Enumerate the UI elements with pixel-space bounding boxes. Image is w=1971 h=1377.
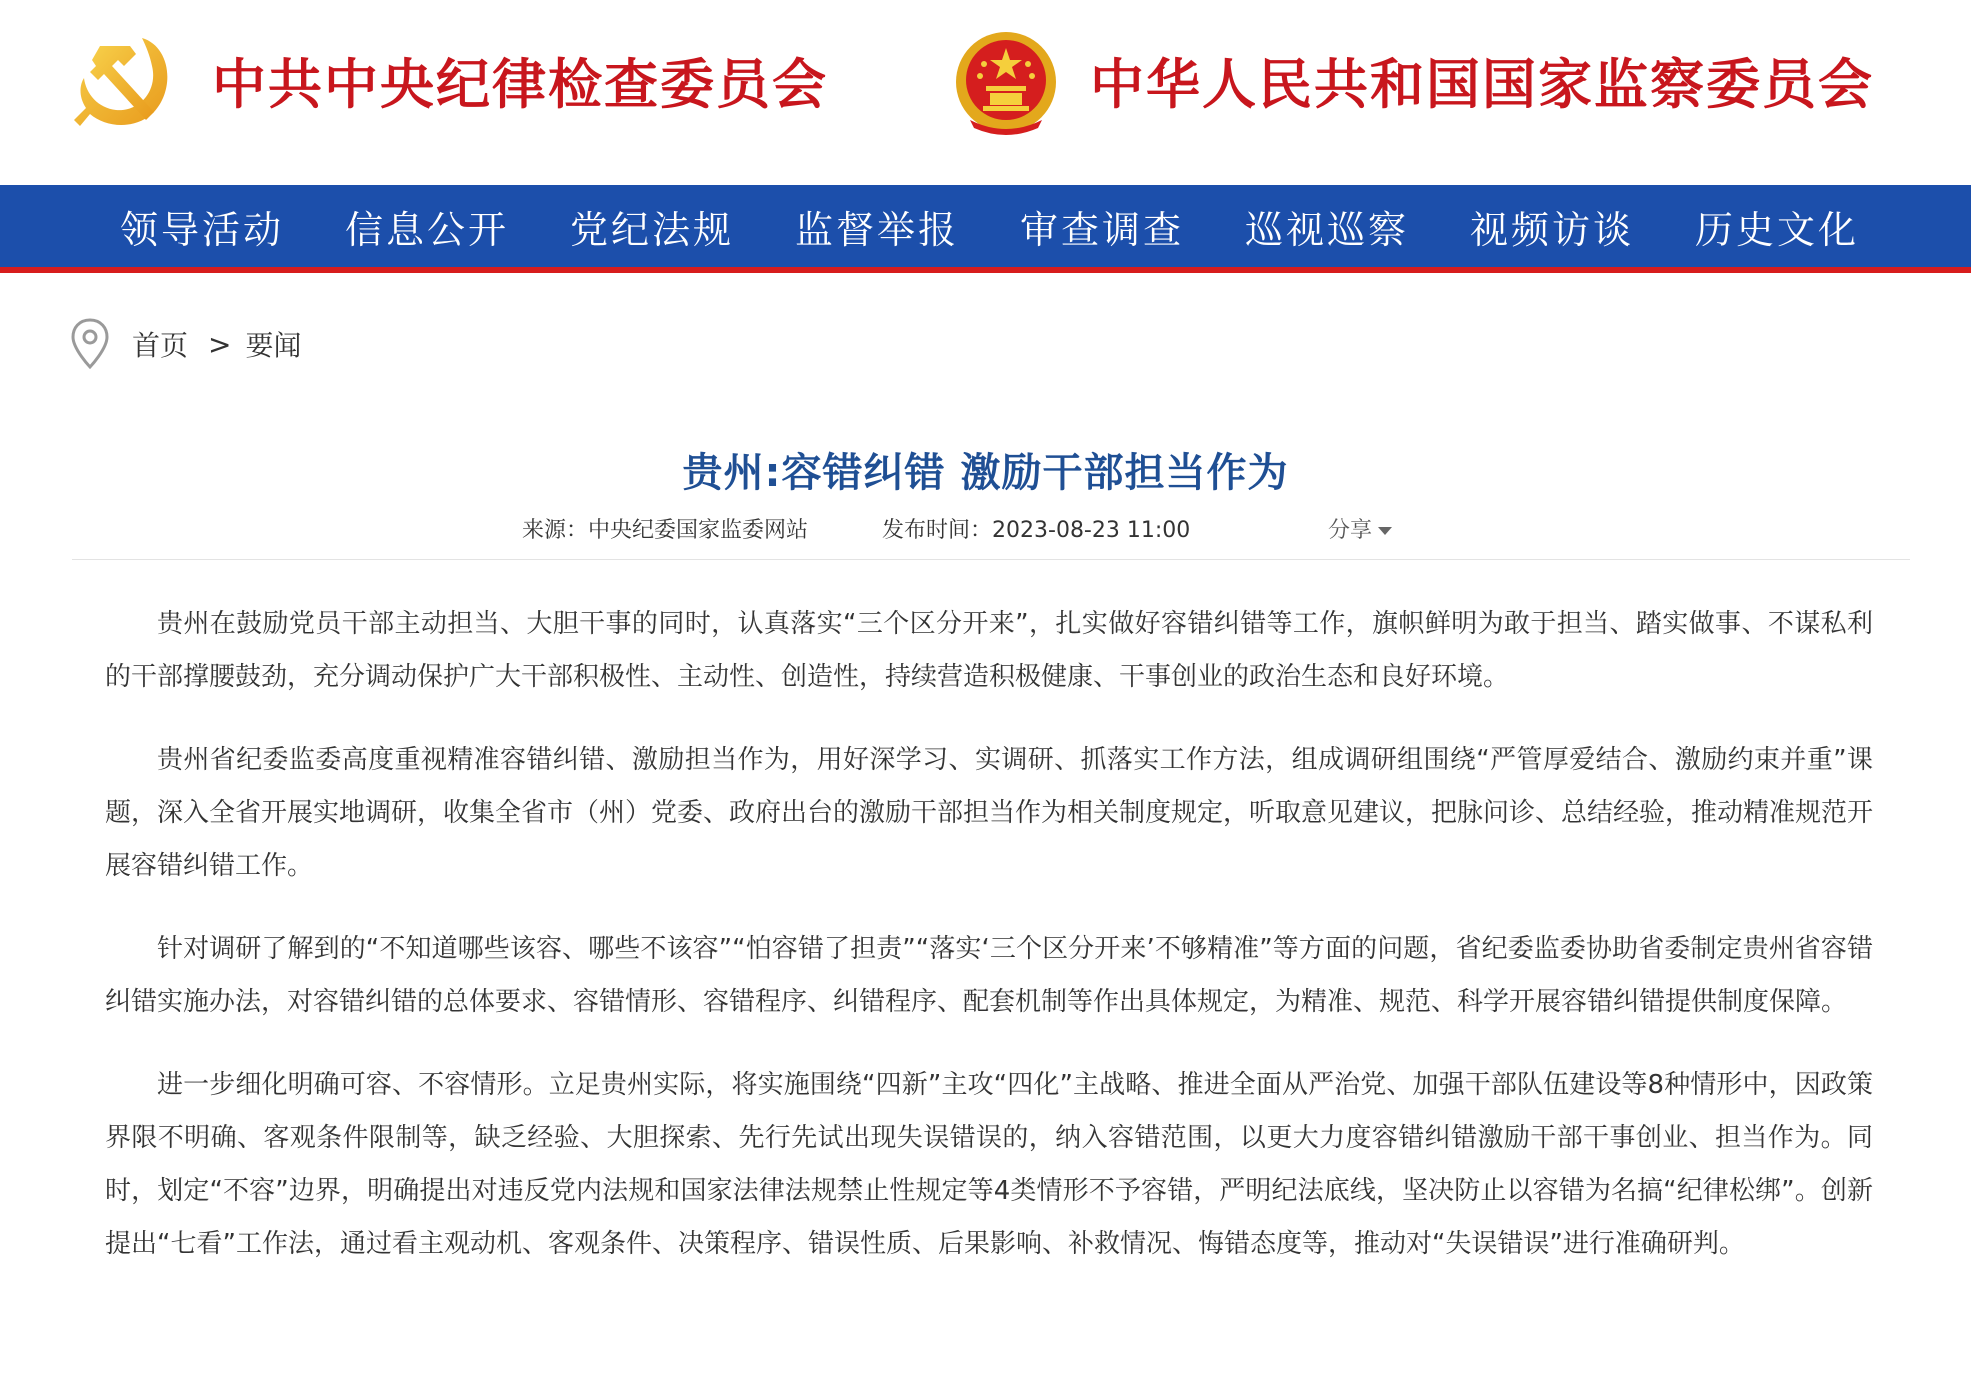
time-value: 2023-08-23 11:00 — [992, 518, 1191, 543]
article-time — [882, 513, 1190, 544]
ccdi-logo[interactable] — [72, 28, 828, 140]
article-title: 贵州:容错纠错 激励干部担当作为 — [682, 449, 1289, 496]
nav-item-investigation[interactable]: 审查调查 — [1020, 207, 1185, 252]
article-paragraph: 贵州省纪委监委高度重视精准容错纠错、激励担当作为，用好深学习、实调研、抓落实工作方法，组成调研组围绕“严管厚爱结合、激励约束并重”课题，深入全省开展实地调研，收集全省市（州）党委、政府出台的激励干部担当作为相关制度规定，听取意见建议，把脉问诊、总结经验，推动精准规范开展容错纠错工作。 — [105, 745, 1874, 881]
meta-divider — [72, 559, 1910, 560]
breadcrumb — [70, 318, 302, 370]
breadcrumb-separator: > — [208, 327, 232, 361]
national-emblem-icon — [950, 28, 1062, 140]
site-header — [0, 0, 1971, 185]
party-emblem-icon — [72, 28, 184, 140]
article-paragraph: 针对调研了解到的“不知道哪些该容、哪些不该容”“怕容错了担责”“落实‘三个区分开来’不够精准”等方面的问题，省纪委监委协助省委制定贵州省容错纠错实施办法，对容错纠错的总体要求、容错情形、容错程序、纠错程序、配套机制等作出具体规定，为精准、规范、科学开展容错纠错提供制度保障。 — [105, 934, 1873, 1017]
article-paragraph: 贵州在鼓励党员干部主动担当、大胆干事的同时，认真落实“三个区分开来”，扎实做好容错纠错等工作，旗帜鲜明为敢于担当、踏实做事、不谋私利的干部撑腰鼓劲，充分调动保护广大干部积极性、主动性、创造性，持续营造积极健康、干事创业的政治生态和良好环境。 — [105, 609, 1873, 692]
share-button[interactable] — [1328, 513, 1392, 544]
breadcrumb-home[interactable]: 首页 — [132, 329, 189, 362]
breadcrumb-current[interactable]: 要闻 — [245, 329, 302, 362]
article-meta — [0, 513, 1971, 547]
nsc-logo[interactable] — [950, 28, 1874, 140]
article-paragraph: 进一步细化明确可容、不容情形。立足贵州实际，将实施围绕“四新”主攻“四化”主战略、推进全面从严治党、加强干部队伍建设等8种情形中，因政策界限不明确、客观条件限制等，缺乏经验、大胆探索、先行先试出现失误错误的，纳入容错范围，以更大力度容错纠错激励干部干事创业、担当作为。同时，划定“不容”边界，明确提出对违反党内法规和国家法律法规禁止性规定等4类情形不予容错，严明纪法底线，坚决防止以容错为名搞“纪律松绑”。创新提出“七看”工作法，通过看主观动机、客观条件、决策程序、错误性质、后果影响、补救情况、悔错态度等，推动对“失误错误”进行准确研判。 — [105, 1070, 1873, 1259]
share-label: 分享 — [1328, 518, 1373, 543]
nav-item-video[interactable]: 视频访谈 — [1470, 207, 1635, 252]
nav-item-leadership[interactable]: 领导活动 — [120, 207, 285, 252]
nav-item-report[interactable]: 监督举报 — [795, 207, 960, 252]
time-label: 发布时间： — [882, 518, 993, 543]
ccdi-name: 中共中央纪律检查委员会 — [212, 52, 828, 116]
source-value: 中央纪委国家监委网站 — [588, 518, 809, 543]
nav-item-inspection[interactable]: 巡视巡察 — [1245, 207, 1410, 252]
article-source — [522, 513, 808, 544]
location-pin-icon — [70, 318, 110, 370]
nav-list — [120, 185, 1971, 267]
nav-item-history[interactable]: 历史文化 — [1695, 207, 1860, 252]
main-nav — [0, 185, 1971, 273]
nsc-name: 中华人民共和国国家监察委员会 — [1090, 52, 1874, 116]
chevron-down-icon — [1378, 527, 1392, 535]
source-label: 来源： — [522, 518, 589, 543]
article-body — [105, 598, 1873, 1301]
nav-item-disclosure[interactable]: 信息公开 — [345, 207, 510, 252]
nav-item-regulations[interactable]: 党纪法规 — [570, 207, 735, 252]
